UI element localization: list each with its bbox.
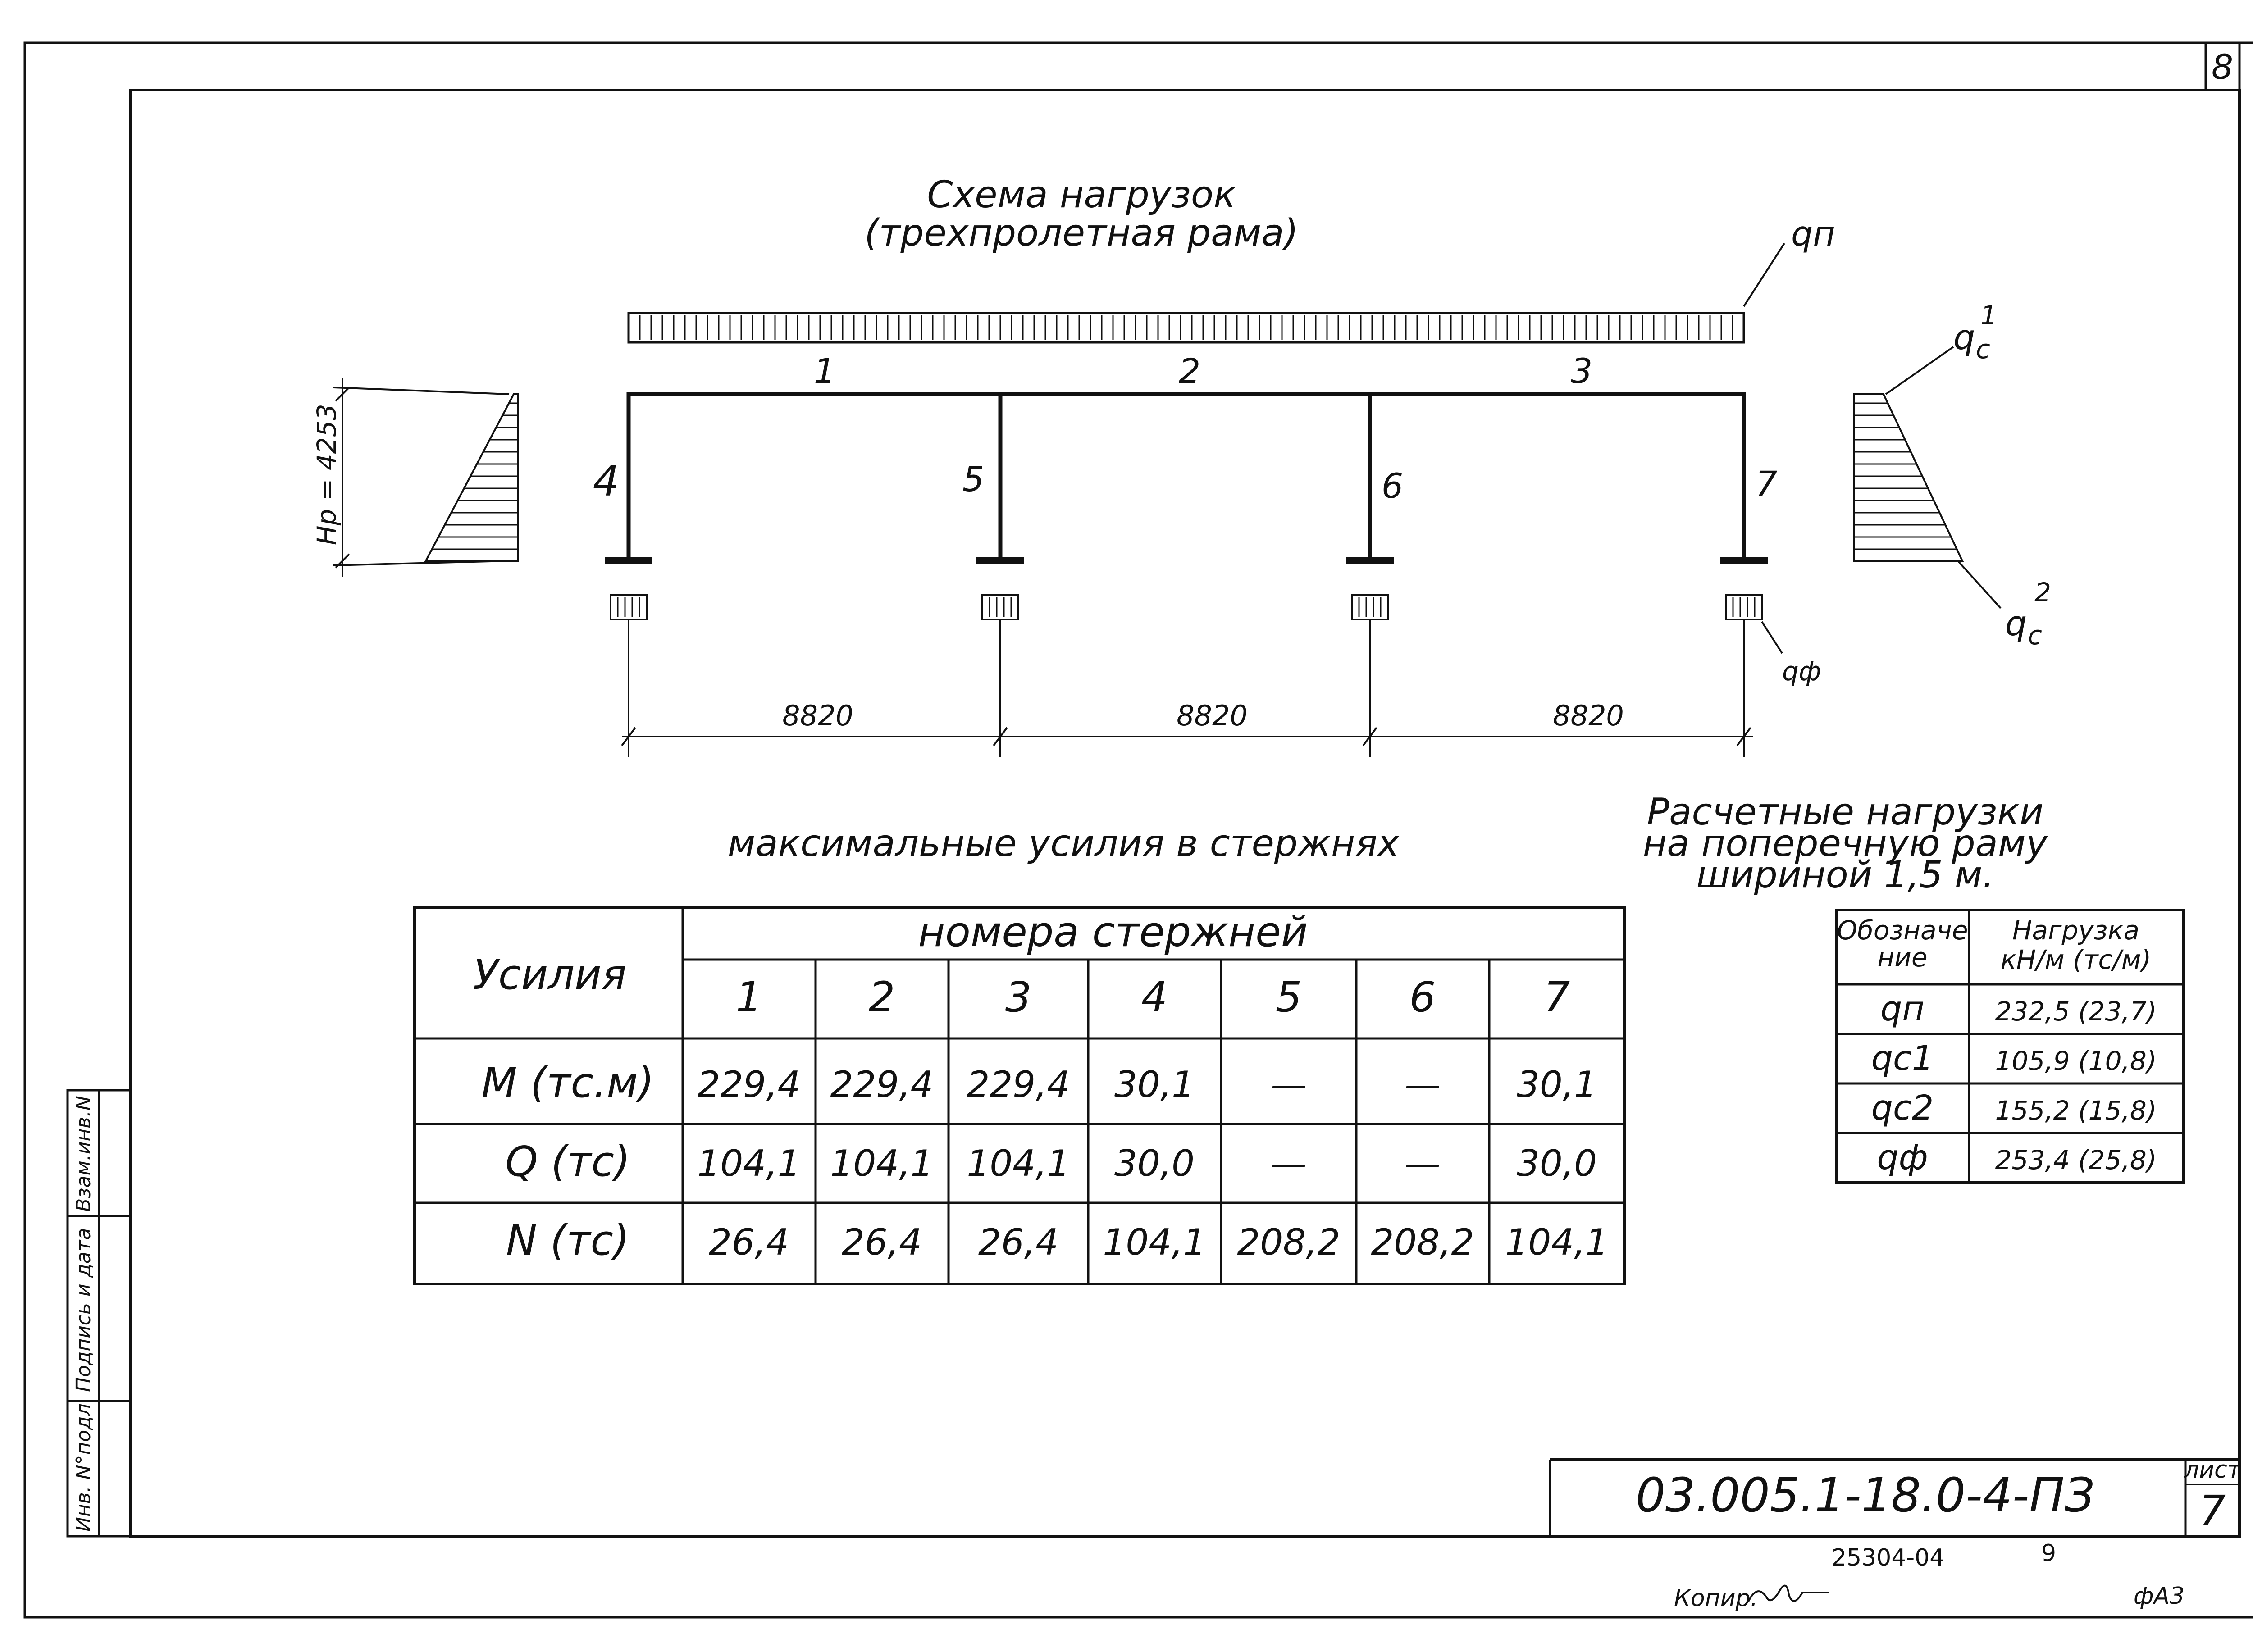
frame-structure bbox=[608, 394, 1764, 561]
force-row-label: Q (тс) bbox=[505, 1138, 630, 1186]
q-c2-leader bbox=[1958, 561, 2001, 608]
span-dimension-2: 8820 bbox=[1177, 699, 1248, 732]
load-value: 105,9 (10,8) bbox=[1995, 1046, 2157, 1076]
load-symbol: qc2 bbox=[1871, 1088, 1934, 1128]
q-p-label: qп bbox=[1791, 214, 1835, 254]
scheme-title-line1: Схема нагрузок bbox=[927, 173, 1236, 216]
force-cell: 229,4 bbox=[967, 1064, 1070, 1106]
force-cell: 26,4 bbox=[841, 1221, 922, 1263]
loads-header-load-1: Нагрузка bbox=[2012, 915, 2140, 946]
member-header-5: 5 bbox=[1275, 973, 1302, 1021]
member-header-6: 6 bbox=[1409, 973, 1436, 1021]
force-cell: 30,0 bbox=[1114, 1142, 1195, 1184]
force-cell: 208,2 bbox=[1371, 1221, 1474, 1263]
force-cell: 30,1 bbox=[1114, 1064, 1195, 1106]
member-header-4: 4 bbox=[1141, 973, 1168, 1021]
load-value: 232,5 (23,7) bbox=[1995, 996, 2157, 1027]
q-f-leader bbox=[1762, 622, 1782, 653]
q-c2-label-sup: 2 bbox=[2034, 577, 2051, 608]
dimension-line bbox=[622, 619, 1753, 757]
force-row-label: M (тс.м) bbox=[481, 1059, 654, 1107]
q-c2-label-sub: c bbox=[2028, 620, 2042, 651]
load-symbol: qф bbox=[1877, 1137, 1928, 1177]
sheet-label: лист bbox=[2184, 1456, 2241, 1484]
q-c1-leader bbox=[1886, 347, 1953, 394]
column-number-5: 5 bbox=[962, 459, 985, 499]
q-c1-label-sub: c bbox=[1976, 334, 1990, 364]
bottom-code: 25304-04 bbox=[1832, 1544, 1945, 1571]
side-stamp bbox=[68, 1090, 131, 1536]
q-p-leader bbox=[1744, 243, 1784, 306]
span-dimension-3: 8820 bbox=[1553, 699, 1624, 732]
force-cell: — bbox=[1405, 1142, 1441, 1184]
doc-code: 03.005.1-18.0-4-ПЗ bbox=[1636, 1468, 2095, 1523]
column-number-7: 7 bbox=[1755, 464, 1778, 504]
load-symbol: qc1 bbox=[1871, 1038, 1934, 1078]
member-header-1: 1 bbox=[735, 973, 762, 1021]
force-cell: 104,1 bbox=[697, 1142, 801, 1184]
stamp-signature-date: Подпись и дата bbox=[72, 1228, 95, 1392]
loads-title-line3: шириной 1,5 м. bbox=[1696, 854, 1994, 897]
force-cell: 30,0 bbox=[1516, 1142, 1597, 1184]
force-cell: 104,1 bbox=[1505, 1221, 1609, 1263]
force-cell: 104,1 bbox=[967, 1142, 1070, 1184]
force-cell: 229,4 bbox=[830, 1064, 934, 1106]
corner-number: 8 bbox=[2211, 47, 2234, 87]
column-number-6: 6 bbox=[1381, 466, 1404, 506]
column-number-4: 4 bbox=[593, 457, 620, 505]
top-distributed-load bbox=[629, 313, 1744, 342]
right-wind-load bbox=[1854, 394, 1962, 561]
loads-header-load-2: кН/м (тс/м) bbox=[2000, 944, 2152, 975]
force-cell: 30,1 bbox=[1516, 1064, 1597, 1106]
force-cell: 208,2 bbox=[1237, 1221, 1341, 1263]
copy-text: Копир. bbox=[1674, 1585, 1758, 1612]
forces-header-members: номера стержней bbox=[918, 908, 1308, 956]
q-c1-label-base: q bbox=[1953, 317, 1975, 357]
scheme-title-line2: (трехпролетная рама) bbox=[864, 212, 1299, 255]
forces-header-label: Усилия bbox=[473, 951, 627, 999]
bottom-number: 9 bbox=[2041, 1540, 2057, 1567]
format-text: фА3 bbox=[2134, 1583, 2185, 1610]
load-value: 253,4 (25,8) bbox=[1995, 1145, 2157, 1175]
member-header-3: 3 bbox=[1005, 973, 1032, 1021]
force-cell: 229,4 bbox=[697, 1064, 801, 1106]
force-cell: 26,4 bbox=[978, 1221, 1059, 1263]
foundations bbox=[611, 595, 1762, 619]
loads-title-line1: Расчетные нагрузки bbox=[1646, 791, 2044, 833]
beam-number-2: 2 bbox=[1178, 351, 1201, 391]
beam-number-3: 3 bbox=[1570, 351, 1593, 391]
stamp-replacement-inventory: Взам.инв.N bbox=[72, 1096, 95, 1212]
copy-signature bbox=[1748, 1586, 1829, 1602]
load-value: 155,2 (15,8) bbox=[1995, 1095, 2157, 1126]
left-wind-load bbox=[333, 378, 518, 577]
force-cell: 104,1 bbox=[830, 1142, 934, 1184]
force-cell: — bbox=[1405, 1064, 1441, 1106]
force-cell: — bbox=[1271, 1142, 1307, 1184]
member-header-7: 7 bbox=[1543, 973, 1570, 1021]
height-label: Hр = 4253 bbox=[311, 404, 342, 545]
span-dimension-1: 8820 bbox=[782, 699, 853, 732]
loads-title-line2: на поперечную раму bbox=[1642, 822, 2048, 865]
q-c2-label-base: q bbox=[2005, 603, 2027, 643]
member-header-2: 2 bbox=[868, 973, 895, 1021]
sheet-number: 7 bbox=[2199, 1487, 2226, 1535]
force-row-label: N (тс) bbox=[506, 1216, 630, 1265]
forces-table-title: максимальные усилия в стержнях bbox=[727, 822, 1400, 865]
q-c1-label-sup: 1 bbox=[1980, 300, 1997, 331]
force-cell: 26,4 bbox=[708, 1221, 789, 1263]
loads-header-designation-1: Обозначе bbox=[1837, 915, 1968, 946]
force-cell: — bbox=[1271, 1064, 1307, 1106]
force-cell: 104,1 bbox=[1103, 1221, 1206, 1263]
q-f-label: qф bbox=[1782, 656, 1821, 687]
load-symbol: qп bbox=[1880, 988, 1925, 1029]
loads-header-designation-2: ние bbox=[1877, 942, 1928, 973]
beam-number-1: 1 bbox=[813, 351, 836, 391]
stamp-inventory-number: Инв. N°подл. bbox=[72, 1397, 95, 1532]
